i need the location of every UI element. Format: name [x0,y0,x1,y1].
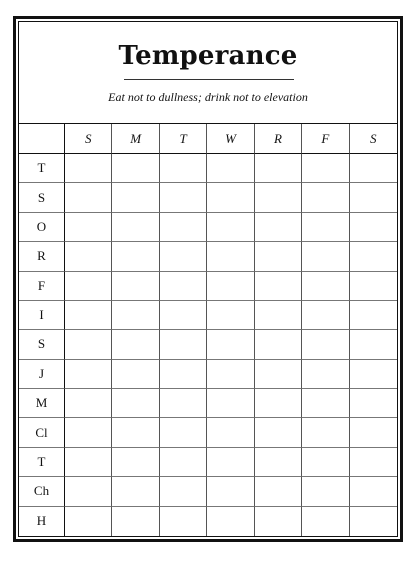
tracking-cell[interactable] [65,183,112,212]
page-title: Temperance [118,41,298,71]
day-header: M [112,124,159,154]
tracking-cell[interactable] [255,272,302,301]
grid-corner-cell [19,124,65,154]
row-label: F [19,272,65,301]
tracking-cell[interactable] [207,507,254,536]
tracking-cell[interactable] [207,360,254,389]
tracking-cell[interactable] [65,301,112,330]
tracking-cell[interactable] [207,242,254,271]
tracking-cell[interactable] [65,360,112,389]
tracking-cell[interactable] [112,507,159,536]
tracking-cell[interactable] [350,183,397,212]
tracking-cell[interactable] [207,154,254,183]
day-header: T [160,124,207,154]
tracking-cell[interactable] [160,507,207,536]
tracking-cell[interactable] [302,183,349,212]
row-label: O [19,213,65,242]
tracking-cell[interactable] [255,418,302,447]
tracking-cell[interactable] [350,154,397,183]
tracking-cell[interactable] [65,330,112,359]
tracking-cell[interactable] [255,330,302,359]
tracking-cell[interactable] [65,389,112,418]
tracking-cell[interactable] [160,330,207,359]
tracking-cell[interactable] [350,360,397,389]
tracking-cell[interactable] [302,360,349,389]
tracking-cell[interactable] [65,477,112,506]
tracking-cell[interactable] [112,360,159,389]
tracking-cell[interactable] [350,477,397,506]
tracking-cell[interactable] [207,213,254,242]
tracking-cell[interactable] [350,330,397,359]
tracking-cell[interactable] [255,448,302,477]
tracking-cell[interactable] [255,507,302,536]
row-label: S [19,183,65,212]
tracking-cell[interactable] [350,213,397,242]
tracking-cell[interactable] [302,272,349,301]
tracking-cell[interactable] [255,242,302,271]
tracking-cell[interactable] [112,448,159,477]
tracking-cell[interactable] [350,242,397,271]
row-label: M [19,389,65,418]
row-label: Cl [19,418,65,447]
day-header: W [207,124,254,154]
tracking-cell[interactable] [255,301,302,330]
tracking-cell[interactable] [160,418,207,447]
tracking-cell[interactable] [112,213,159,242]
tracking-cell[interactable] [65,418,112,447]
tracking-cell[interactable] [255,154,302,183]
chart-frame [13,16,403,542]
tracking-cell[interactable] [112,330,159,359]
tracking-cell[interactable] [255,389,302,418]
tracking-cell[interactable] [112,242,159,271]
row-label: T [19,448,65,477]
tracking-cell[interactable] [65,507,112,536]
title-underline [124,79,294,80]
tracking-cell[interactable] [112,301,159,330]
tracking-cell[interactable] [65,242,112,271]
tracking-cell[interactable] [350,448,397,477]
tracking-cell[interactable] [112,272,159,301]
tracking-cell[interactable] [207,389,254,418]
tracking-cell[interactable] [207,477,254,506]
tracking-cell[interactable] [112,418,159,447]
tracking-cell[interactable] [302,213,349,242]
tracking-grid [19,123,397,536]
tracking-cell[interactable] [302,154,349,183]
day-header: F [302,124,349,154]
tracking-cell[interactable] [350,507,397,536]
day-header: S [350,124,397,154]
tracking-cell[interactable] [112,389,159,418]
tracking-cell[interactable] [65,272,112,301]
tracking-cell[interactable] [112,183,159,212]
page-subtitle: Eat not to dullness; drink not to elevation [108,90,308,104]
tracking-cell[interactable] [255,183,302,212]
tracking-cell[interactable] [302,448,349,477]
tracking-cell[interactable] [207,418,254,447]
tracking-cell[interactable] [160,477,207,506]
row-label: H [19,507,65,536]
tracking-cell[interactable] [160,301,207,330]
tracking-cell[interactable] [350,418,397,447]
tracking-cell[interactable] [302,301,349,330]
day-header: S [65,124,112,154]
tracking-cell[interactable] [255,477,302,506]
row-label: R [19,242,65,271]
tracking-cell[interactable] [160,213,207,242]
row-label: I [19,301,65,330]
tracking-cell[interactable] [112,154,159,183]
chart-inner-border [18,21,398,537]
tracking-cell[interactable] [255,360,302,389]
tracking-cell[interactable] [207,330,254,359]
tracking-cell[interactable] [207,448,254,477]
tracking-cell[interactable] [207,301,254,330]
tracking-cell[interactable] [112,477,159,506]
tracking-cell[interactable] [302,418,349,447]
day-header: R [255,124,302,154]
chart-header [19,22,397,123]
row-label: Ch [19,477,65,506]
tracking-cell[interactable] [350,272,397,301]
tracking-cell[interactable] [160,183,207,212]
tracking-cell[interactable] [65,448,112,477]
tracking-cell[interactable] [302,477,349,506]
tracking-cell[interactable] [160,272,207,301]
tracking-cell[interactable] [302,242,349,271]
tracking-cell[interactable] [160,154,207,183]
tracking-cell[interactable] [302,507,349,536]
tracking-cell[interactable] [302,330,349,359]
tracking-cell[interactable] [160,360,207,389]
tracking-cell[interactable] [255,213,302,242]
tracking-cell[interactable] [207,272,254,301]
tracking-cell[interactable] [160,242,207,271]
tracking-cell[interactable] [350,389,397,418]
tracking-cell[interactable] [65,154,112,183]
tracking-cell[interactable] [160,389,207,418]
tracking-cell[interactable] [207,183,254,212]
tracking-cell[interactable] [350,301,397,330]
row-label: S [19,330,65,359]
row-label: T [19,154,65,183]
row-label: J [19,360,65,389]
tracking-cell[interactable] [160,448,207,477]
tracking-cell[interactable] [65,213,112,242]
tracking-cell[interactable] [302,389,349,418]
